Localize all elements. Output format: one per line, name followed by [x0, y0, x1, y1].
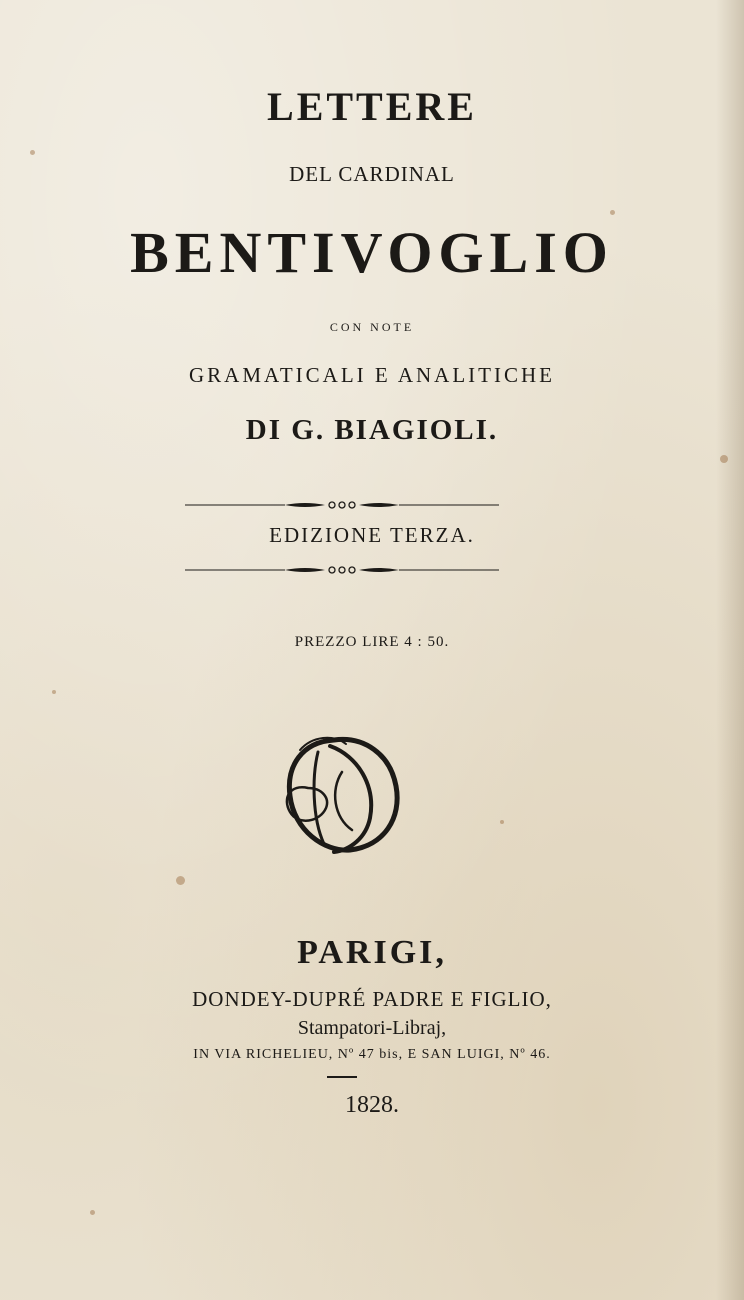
foxing-spot: [30, 150, 35, 155]
foxing-spot: [52, 690, 56, 694]
edition-statement: EDIZIONE TERZA.: [269, 523, 475, 547]
foxing-spot: [610, 210, 615, 215]
ornamental-rule-bottom: [185, 563, 499, 577]
imprint-year: 1828.: [345, 1092, 399, 1118]
author-name: BENTIVOGLIO: [130, 220, 614, 285]
publisher-monogram: [272, 726, 412, 862]
foxing-spot: [720, 455, 728, 463]
price-line: PREZZO LIRE 4 : 50.: [294, 634, 450, 650]
editor-line: DI G. BIAGIOLI.: [245, 414, 499, 446]
foxing-spot: [500, 820, 504, 824]
imprint-city: PARIGI,: [297, 934, 447, 971]
foxing-spot: [176, 876, 185, 885]
imprint-rule: [327, 1076, 357, 1078]
notes-description: GRAMATICALI E ANALITICHE: [189, 363, 555, 387]
imprint-publisher: DONDEY-DUPRÉ PADRE E FIGLIO,: [192, 987, 552, 1011]
subtitle-line: DEL CARDINAL: [289, 162, 455, 186]
with-notes-line: CON NOTE: [329, 320, 415, 334]
foxing-spot: [90, 1210, 95, 1215]
ornamental-rule-top: [185, 498, 499, 512]
imprint-role: Stampatori-Libraj,: [297, 1017, 447, 1039]
imprint-address: IN VIA RICHELIEU, Nº 47 bis, E SAN LUIGI, Nº 46.: [193, 1047, 551, 1062]
book-title: LETTERE: [267, 84, 477, 129]
